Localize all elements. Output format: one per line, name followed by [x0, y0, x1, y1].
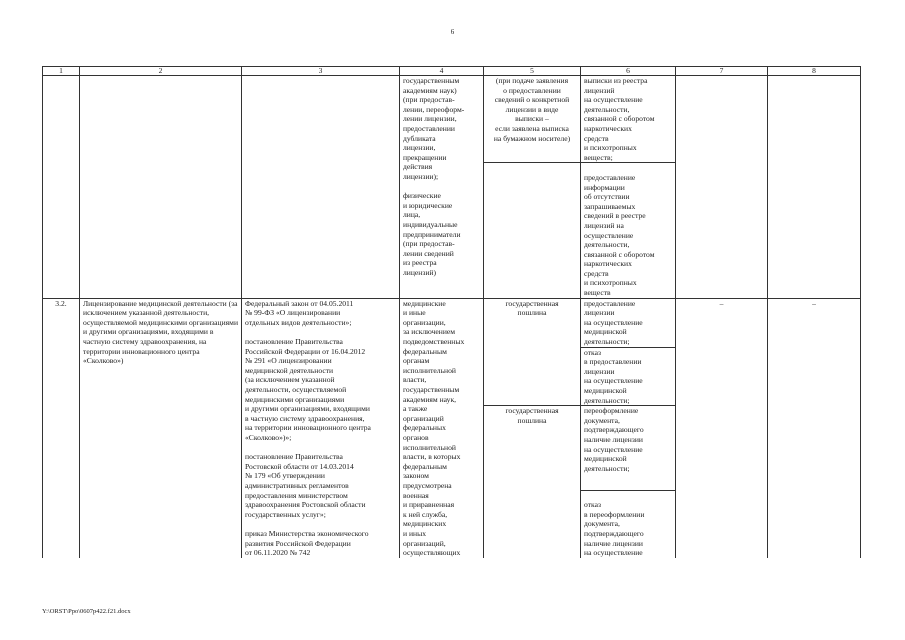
continued-cell-result-extract: выписки из реестра лицензий на осуществление деятельности, связанной с оборотом наркотических средств и психотропных веществ; — [581, 76, 676, 163]
continued-cell-service — [80, 76, 242, 299]
recipients: медицинские и иные организации, за исключением подведомственных федеральным органам исполнительной власти, государственным академиям наук, а также организаций федеральных органов исполнительной власти, в которых федеральным законом предусмотрена военная и приравненная к ней служба, медицинских и иных организаций, осуществляющих — [400, 298, 484, 558]
file-path-footer: Y:\ORST\Ppo\0607p422.f21.docx — [42, 608, 131, 615]
column-header-3: 3 — [242, 67, 400, 76]
continued-result-info-text: предоставление информации об отсутствии запрашиваемых сведений в реестре лицензий на осуществление деятельности, связанной с оборотом наркотических средств и психотропных веществ — [584, 172, 655, 298]
column-header-7: 7 — [676, 67, 768, 76]
result-refuse-reissue-text: отказ в переоформлении документа, подтверждающего наличие лицензии на осуществление — [584, 500, 645, 558]
continued-cell-fee-empty — [484, 163, 581, 298]
continued-cell-number — [43, 76, 80, 299]
result-reissue: переоформление документа, подтверждающего наличие лицензии на осуществление медицинской деятельности; — [581, 406, 676, 490]
column-header-4: 4 — [400, 67, 484, 76]
column-header-6: 6 — [581, 67, 676, 76]
continued-cell-recipients: государственным академиям наук) (при предостав- лении, переоформ- лении лицензии, предоставлении дубликата лицензии, прекращении действия лицензии); физические и юридические лица, индивидуальные предприниматели (при предостав- лении сведений из реестра лицензий) — [400, 76, 484, 299]
service-name: Лицензирование медицинской деятельности (за исключением указанной деятельности, осуществляемой медицинскими организациями и другими организациями, входящими в частную систему здравоохранения, на территории инновационного центра «Сколково») — [80, 298, 242, 558]
page-number: 6 — [450, 28, 455, 36]
result-refuse-license: отказ в предоставлении лицензии на осуществление медицинской деятельности; — [581, 347, 676, 406]
result-grant-license: предоставление лицензии на осуществление медицинской деятельности; — [581, 298, 676, 347]
services-table — [42, 66, 861, 558]
result-refuse-reissue — [581, 490, 676, 558]
continued-cell-result-info — [581, 163, 676, 298]
column-header-2: 2 — [80, 67, 242, 76]
col7-dash: – — [676, 298, 768, 558]
column-header-1: 1 — [43, 67, 80, 76]
column-header-8: 8 — [768, 67, 861, 76]
table-row-3-2 — [43, 298, 861, 347]
legal-basis: Федеральный закон от 04.05.2011 № 99-ФЗ «О лицензировании отдельных видов деятельности»; постановление Правительства Российской Федерации от 16.04.2012 № 291 «О лицензировании медицинской деятельности (за исключением указанной деятельности, осуществляемой медицинскими организациями и другими организациями, входящими в частную систему здравоохранения, на территории инновационного центра «Сколково»)»; постановление Правительства Ростовской области от 14.03.2014 № 179 «Об утверждении административных регламентов предоставления министерством здравоохранения Ростовской области государственных услуг»; приказ Министерства экономического развития Российской Федерации от 06.11.2020 № 742 — [242, 298, 400, 558]
fee-reissue: государственная пошлина — [484, 406, 581, 558]
continued-cell-fee-note: (при подаче заявления о предоставлении сведений о конкретной лицензии в виде выписки – если заявлена выписка на бумажном носителе) — [484, 76, 581, 163]
column-header-5: 5 — [484, 67, 581, 76]
column-number-header — [43, 67, 861, 76]
continued-cell-col8 — [768, 76, 861, 299]
fee-grant: государственная пошлина — [484, 298, 581, 406]
row-number: 3.2. — [43, 298, 80, 558]
continued-cell-legal-basis — [242, 76, 400, 299]
continued-row — [43, 76, 861, 163]
col8-dash: – — [768, 298, 861, 558]
continued-cell-col7 — [676, 76, 768, 299]
